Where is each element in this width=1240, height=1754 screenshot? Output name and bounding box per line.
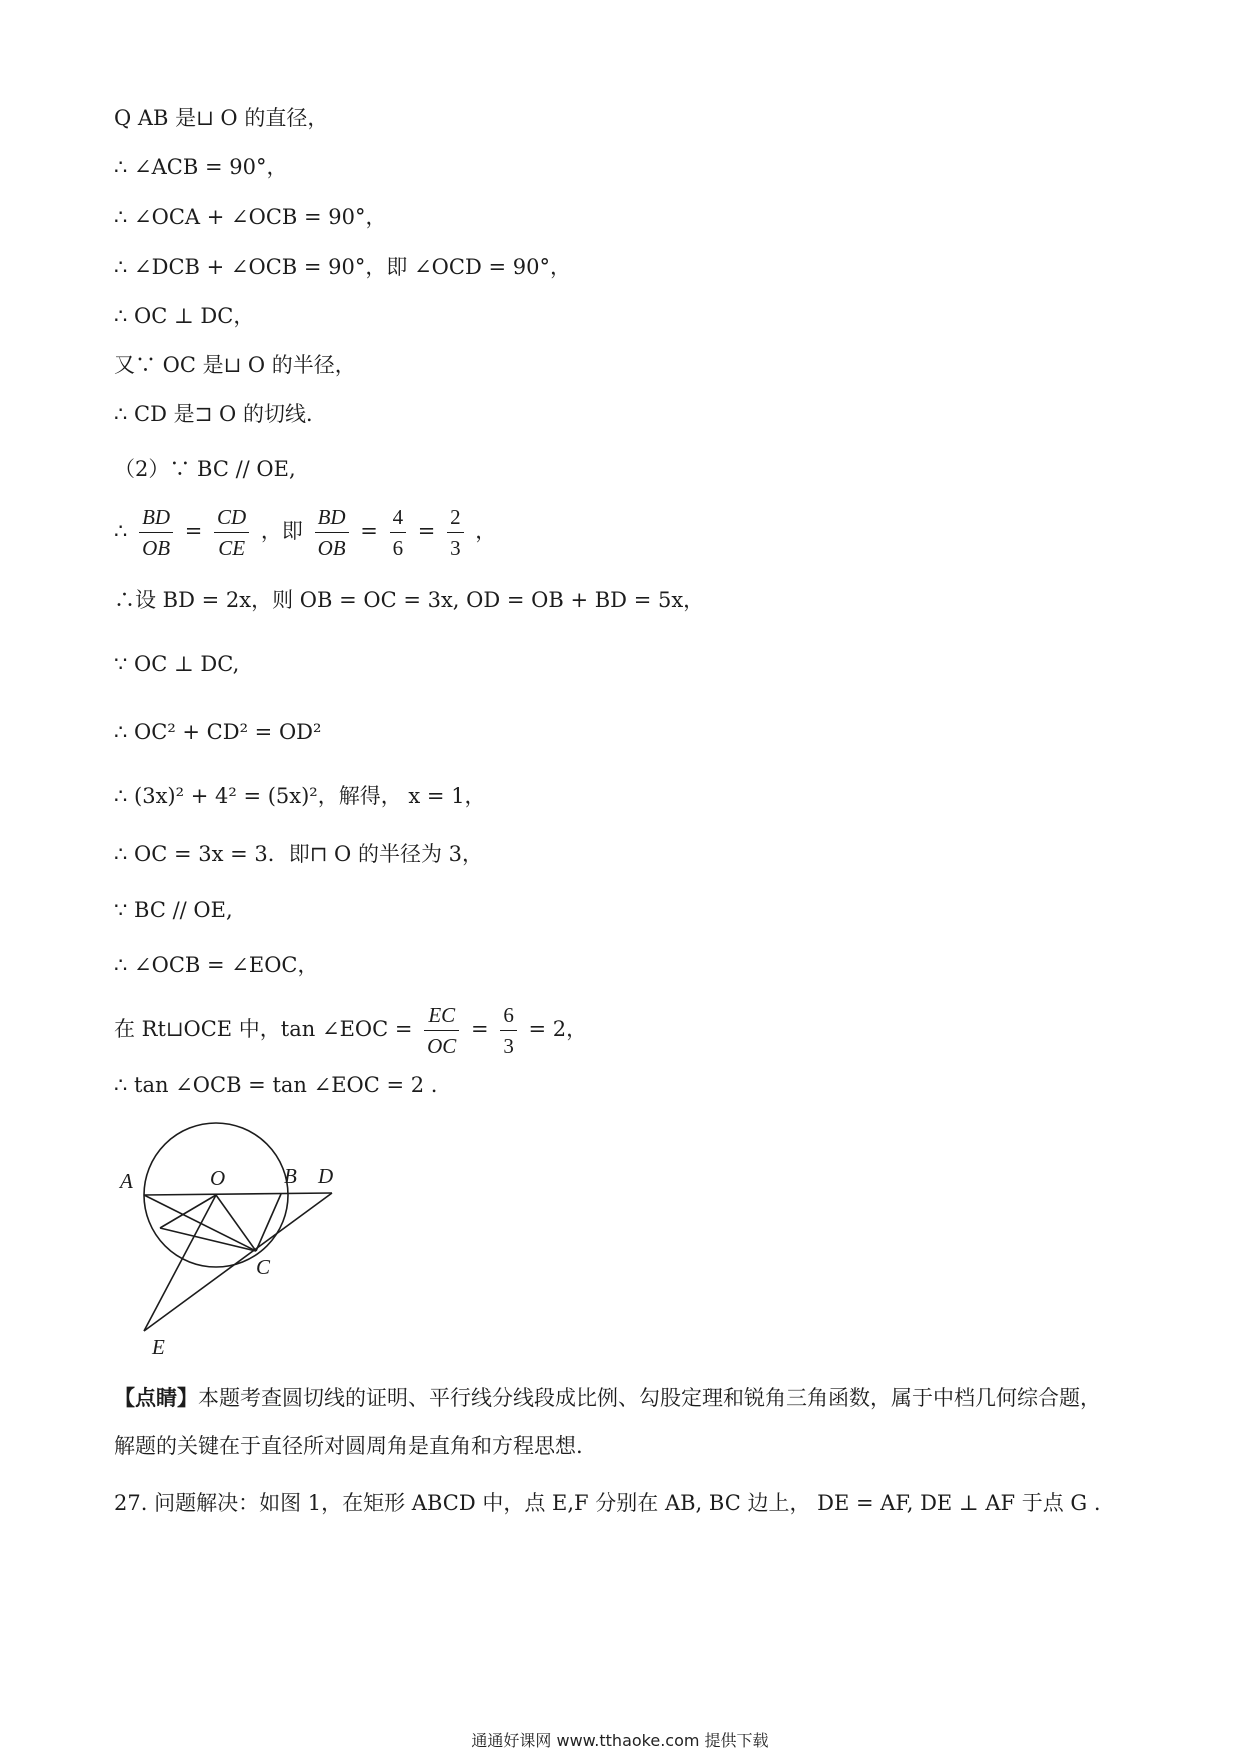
numerator: BD bbox=[315, 502, 349, 533]
proof-line: ∴ ∠ACB = 90°， bbox=[114, 155, 288, 179]
label-o: O bbox=[210, 1166, 226, 1190]
proof-line: ∴ ∠OCA + ∠OCB = 90°， bbox=[114, 205, 387, 229]
segment-ad bbox=[144, 1193, 332, 1195]
fraction-6-3 bbox=[500, 1000, 517, 1061]
proof-line: ∴ OC² + CD² = OD² bbox=[114, 720, 322, 744]
proof-line: ∴ ∠DCB + ∠OCB = 90°，即 ∠OCD = 90°， bbox=[114, 255, 571, 279]
proof-line: ∴ (3x)² + 4² = (5x)²，解得， x = 1， bbox=[114, 784, 486, 808]
comment-text: 本题考查圆切线的证明、平行线分线段成比例、勾股定理和锐角三角函数，属于中档几何综合题， bbox=[198, 1386, 1101, 1410]
proof-line: ∴ OC ⊥ DC， bbox=[114, 304, 255, 328]
denominator: 3 bbox=[450, 536, 461, 560]
fraction-bd-ob bbox=[139, 502, 173, 563]
proof-line: Q AB 是⊔ O 的直径， bbox=[114, 106, 329, 130]
equals-sign: = bbox=[184, 519, 203, 543]
segment-de bbox=[144, 1193, 332, 1331]
numerator: CD bbox=[214, 502, 249, 533]
denominator: OB bbox=[317, 536, 346, 560]
numerator: 2 bbox=[447, 502, 464, 533]
proof-line: （2）∵ BC // OE, bbox=[114, 457, 296, 481]
therefore-symbol: ∴ bbox=[114, 519, 128, 543]
denominator: 6 bbox=[392, 536, 404, 560]
label-c: C bbox=[256, 1255, 271, 1279]
proof-line: ∴ OC = 3x = 3．即⊓ O 的半径为 3， bbox=[114, 842, 483, 866]
proof-line: ∴ CD 是⊐ O 的切线． bbox=[114, 402, 327, 426]
segment-ac bbox=[144, 1195, 256, 1251]
denominator: CE bbox=[218, 536, 246, 560]
fraction-cd-ce bbox=[214, 502, 249, 563]
equals-sign: = bbox=[471, 1017, 489, 1041]
tan-prefix: 在 Rt⊔OCE 中，tan ∠EOC = bbox=[114, 1017, 413, 1041]
proof-line: ∴设 BD = 2x，则 OB = OC = 3x, OD = OB + BD = 5x， bbox=[114, 588, 705, 612]
problem-27: 27. 问题解决：如图 1，在矩形 ABCD 中，点 E,F 分别在 AB, BC 边上， DE = AF, DE ⊥ AF 于点 G . bbox=[114, 1491, 1101, 1515]
denominator: 3 bbox=[503, 1034, 514, 1058]
fraction-4-6 bbox=[390, 502, 407, 563]
numerator: 4 bbox=[390, 502, 407, 533]
footer-watermark: 通通好课网 www.tthaoke.com 提供下载 bbox=[471, 1731, 769, 1750]
fraction-ec-oc bbox=[424, 1000, 459, 1061]
equals-sign: = bbox=[360, 519, 378, 543]
comma: ， bbox=[475, 519, 497, 543]
connector-text: ，即 bbox=[260, 519, 303, 543]
numerator: 6 bbox=[500, 1000, 517, 1031]
proof-line: ∵ BC // OE, bbox=[114, 898, 233, 922]
denominator: OB bbox=[142, 536, 171, 560]
denominator: OC bbox=[427, 1034, 457, 1058]
proportion-line bbox=[114, 502, 496, 563]
fraction-bd-ob-2 bbox=[315, 502, 349, 563]
proof-line: ∴ ∠OCB = ∠EOC， bbox=[114, 953, 319, 977]
numerator: BD bbox=[139, 502, 173, 533]
comment-line: 解题的关键在于直径所对圆周角是直角和方程思想. bbox=[114, 1434, 583, 1458]
proof-line: 又∵ OC 是⊔ O 的半径， bbox=[114, 353, 356, 377]
fraction-2-3 bbox=[447, 502, 464, 563]
proof-line: ∴ tan ∠OCB = tan ∠EOC = 2 . bbox=[114, 1073, 438, 1097]
label-b: B bbox=[284, 1164, 297, 1188]
equals-sign: = bbox=[417, 519, 436, 543]
label-d: D bbox=[318, 1164, 334, 1188]
label-e: E bbox=[152, 1335, 165, 1358]
comment-line bbox=[114, 1384, 1101, 1412]
geometry-figure bbox=[110, 1108, 370, 1358]
proof-line: ∵ OC ⊥ DC, bbox=[114, 652, 240, 676]
numerator: EC bbox=[424, 1000, 459, 1031]
label-a: A bbox=[120, 1169, 133, 1193]
comment-tag: 【点睛】 bbox=[114, 1385, 198, 1410]
tangent-line bbox=[114, 1000, 587, 1061]
segment-bc bbox=[256, 1194, 281, 1251]
result-text: = 2， bbox=[528, 1017, 588, 1041]
